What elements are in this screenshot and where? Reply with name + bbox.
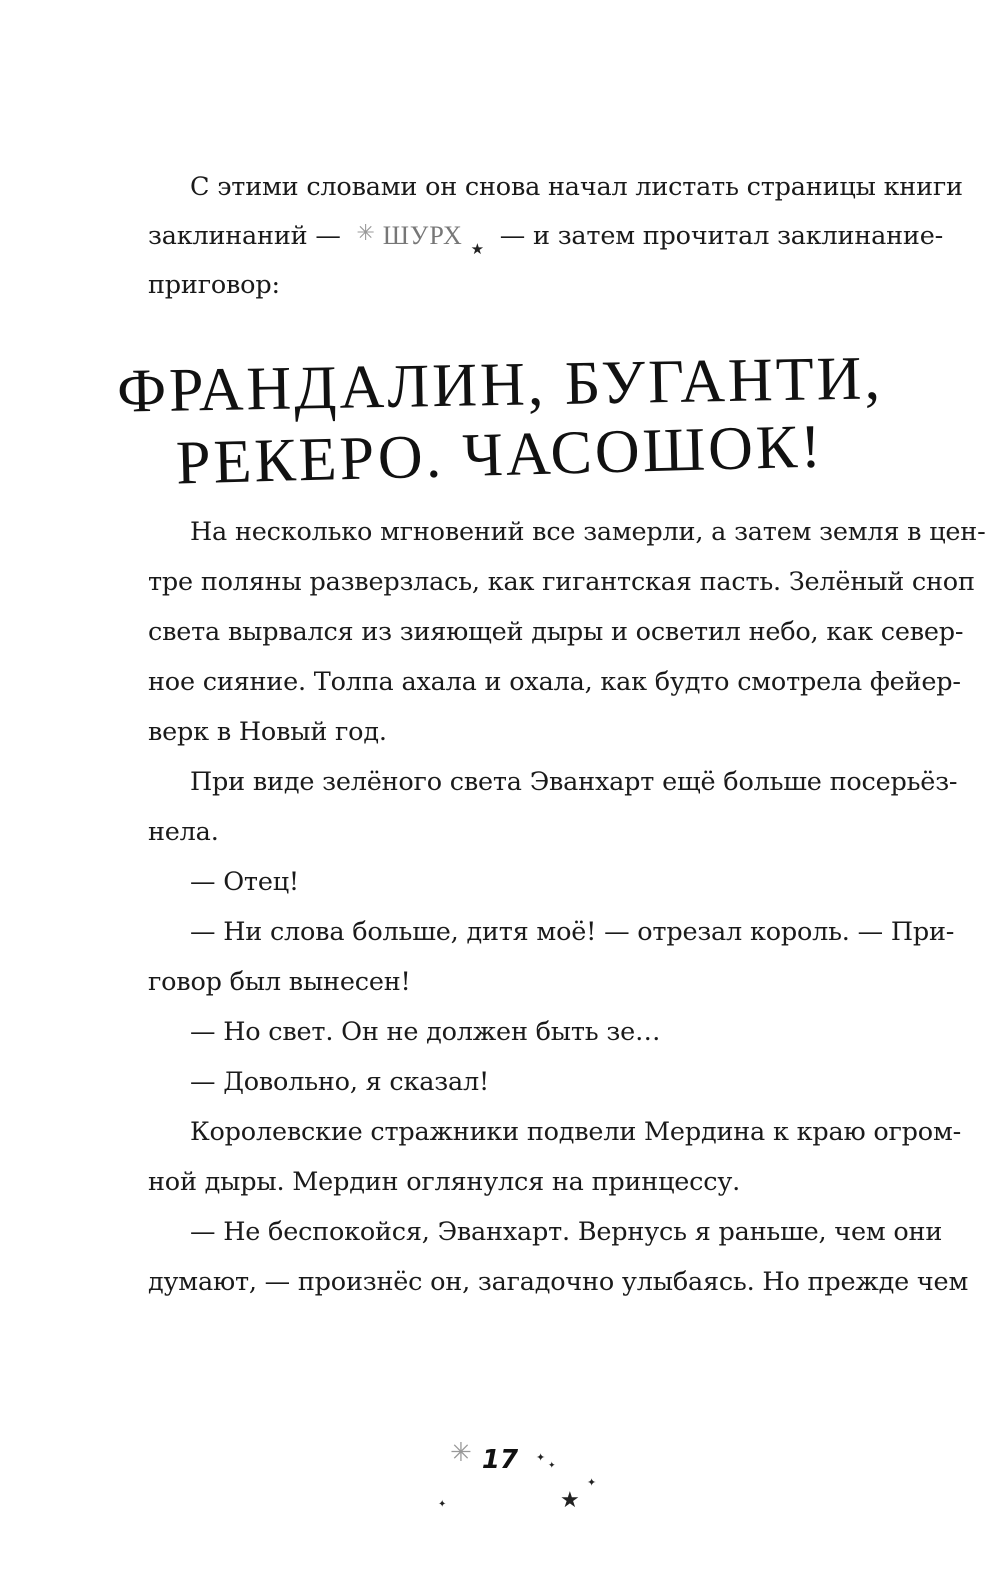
paragraph-line: С этими словами он снова начал листать страницы книги: [190, 172, 963, 202]
dialogue-line: — Отец!: [190, 867, 299, 897]
sparkle-icon: ✳: [450, 1438, 472, 1468]
paragraph-line: приговор:: [148, 270, 280, 300]
paragraph-line: света вырвался из зияющей дыры и осветил небо, как север-: [148, 617, 964, 647]
paragraph-line: нела.: [148, 817, 219, 847]
paragraph-line: думают, — произнёс он, загадочно улыбаясь. Но прежде чем: [148, 1267, 969, 1297]
small-star-icon: ✦: [587, 1476, 597, 1489]
dialogue-line: — Не беспокойся, Эванхарт. Вернусь я раньше, чем они: [190, 1217, 943, 1247]
paragraph-line: ной дыры. Мердин оглянулся на принцессу.: [148, 1167, 741, 1197]
page-number: 17: [481, 1445, 519, 1475]
dialogue-line: — Ни слова больше, дитя моё! — отрезал король. — При-: [190, 917, 955, 947]
paragraph-text: — и затем прочитал заклинание-: [499, 221, 944, 251]
spell-line-2: РЕКЕРО. ЧАСОШОК!: [175, 412, 825, 498]
paragraph-text: заклинаний —: [148, 221, 341, 251]
paragraph-line-with-sfx: [148, 221, 944, 258]
small-star-icon: ✦: [536, 1451, 546, 1464]
star-icon: ★: [470, 240, 484, 258]
sound-effect: ШУРХ: [382, 221, 463, 250]
spell-line-1: ФРАНДАЛИН, БУГАНТИ,: [116, 344, 884, 426]
sparkle-icon: ✳: [356, 221, 375, 246]
small-star-icon: ✦: [438, 1499, 447, 1510]
dialogue-line: — Довольно, я сказал!: [190, 1067, 490, 1097]
small-star-icon: ✦: [548, 1461, 556, 1471]
paragraph-line: ное сияние. Толпа ахала и охала, как будто смотрела фейер-: [148, 667, 961, 697]
paragraph-line: Королевские стражники подвели Мердина к краю огром-: [190, 1117, 961, 1147]
paragraph-line: говор был вынесен!: [148, 967, 411, 997]
star-icon: ★: [560, 1488, 580, 1513]
paragraph-line: На несколько мгновений все замерли, а затем земля в цен-: [190, 517, 986, 547]
dialogue-line: — Но свет. Он не должен быть зе…: [190, 1017, 661, 1047]
paragraph-line: верк в Новый год.: [148, 717, 387, 747]
paragraph-line: При виде зелёного света Эванхарт ещё больше посерьёз-: [190, 767, 958, 797]
paragraph-line: тре поляны разверзлась, как гигантская пасть. Зелёный сноп: [148, 567, 975, 597]
